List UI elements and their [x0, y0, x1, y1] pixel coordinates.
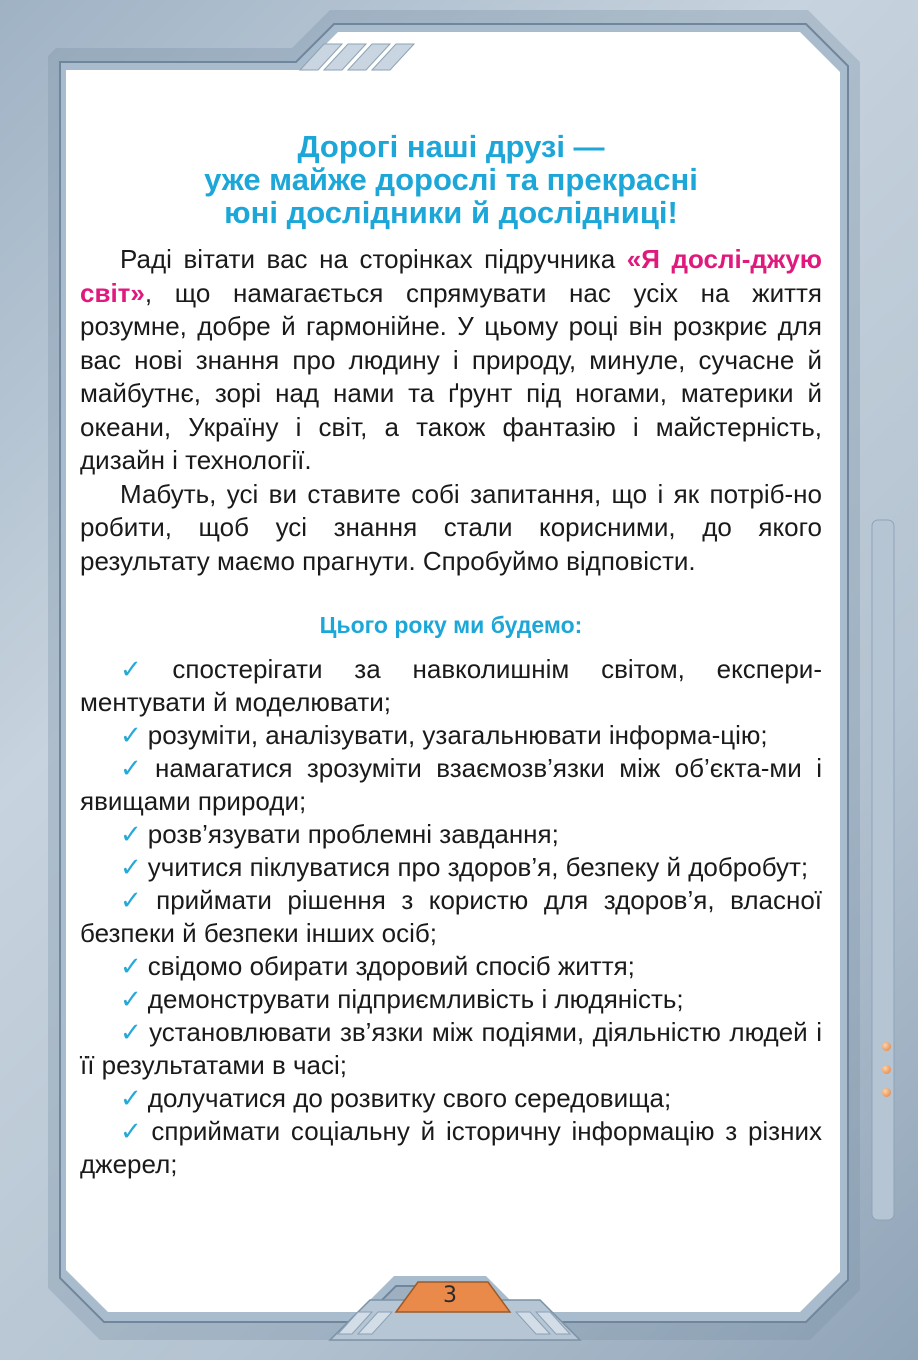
list-item-text: розуміти, аналізувати, узагальнювати інформа-цію; [147, 720, 768, 750]
intro-text-end: , що намагається спрямувати нас усіх на життя розумне, добре й гармонійне. У цьому році він розкриє для вас нові знання про людину і природу, минуле, сучасне й майбутнє, зорі над нами та ґрунт під ногами, материки й океани, Україну і світ, а також фантазію і майстерність, дизайн і технології. [80, 277, 822, 475]
list-item-text: сприймати соціальну й історичну інформацію з різних джерел; [80, 1116, 822, 1179]
textbook-title: «Я дослі-джую світ» [80, 244, 822, 308]
list-item [80, 653, 822, 719]
list-item [80, 950, 822, 983]
list-item-text: розв’язувати проблемні завдання; [147, 819, 559, 849]
list-item-text: долучатися до розвитку свого середовища; [147, 1083, 672, 1113]
checkmark-icon: ✓ [120, 984, 142, 1014]
title-line-2: уже майже дорослі та прекрасні [204, 162, 698, 197]
list-item-text: приймати рішення з користю для здоров’я, власної безпеки й безпеки інших осіб; [80, 885, 822, 948]
page-title [80, 130, 822, 229]
list-item [80, 818, 822, 851]
intro-paragraph-2: Мабуть, усі ви ставите собі запитання, що і як потріб-но робити, щоб усі знання стали корисними, до якого результату маємо прагнути. Спробуймо відповісти. [80, 478, 822, 576]
decorative-dots [882, 1042, 892, 1111]
checkmark-icon: ✓ [120, 852, 142, 882]
list-item [80, 1016, 822, 1082]
checkmark-icon: ✓ [120, 1083, 142, 1113]
checkmark-icon: ✓ [120, 951, 142, 981]
list-item [80, 884, 822, 950]
list-item-text: спостерігати за навколишнім світом, експери-ментувати й моделювати; [80, 654, 822, 717]
list-item-text: намагатися зрозуміти взаємозв’язки між об’єкта-ми і явищами природи; [80, 753, 823, 816]
dot-icon [882, 1042, 891, 1051]
list-item [80, 1115, 822, 1181]
section-subtitle: Цього року ми будемо: [319, 612, 583, 638]
checkmark-icon: ✓ [120, 819, 142, 849]
checkmark-icon: ✓ [120, 753, 149, 783]
list-item-text: учитися піклуватися про здоров’я, безпеку й добробут; [147, 852, 809, 882]
intro-text-start: Раді вітати вас на сторінках підручника [120, 244, 627, 274]
list-item [80, 719, 822, 752]
checkmark-icon: ✓ [120, 885, 151, 915]
list-item-text: демонструвати підприємливість і людяність; [147, 984, 684, 1014]
list-item [80, 851, 822, 884]
dot-icon [882, 1088, 891, 1097]
page-number: 3 [443, 1283, 457, 1308]
dot-icon [882, 1065, 891, 1074]
title-line-1: Дорогі наші друзі — [297, 129, 605, 164]
checkmark-icon: ✓ [120, 1017, 144, 1047]
checkmark-icon: ✓ [120, 1116, 146, 1146]
checkmark-icon: ✓ [120, 654, 167, 684]
title-line-3: юні дослідники й дослідниці! [224, 195, 678, 230]
list-item [80, 1082, 822, 1115]
list-item-text: установлювати зв’язки між подіями, діяльністю людей і її результатами в часі; [80, 1017, 822, 1080]
list-item [80, 983, 822, 1016]
list-item [80, 752, 822, 818]
goals-list [80, 653, 822, 1181]
checkmark-icon: ✓ [120, 720, 142, 750]
intro-paragraph-1 [80, 243, 822, 478]
page-content [80, 130, 822, 1181]
list-item-text: свідомо обирати здоровий спосіб життя; [147, 951, 635, 981]
